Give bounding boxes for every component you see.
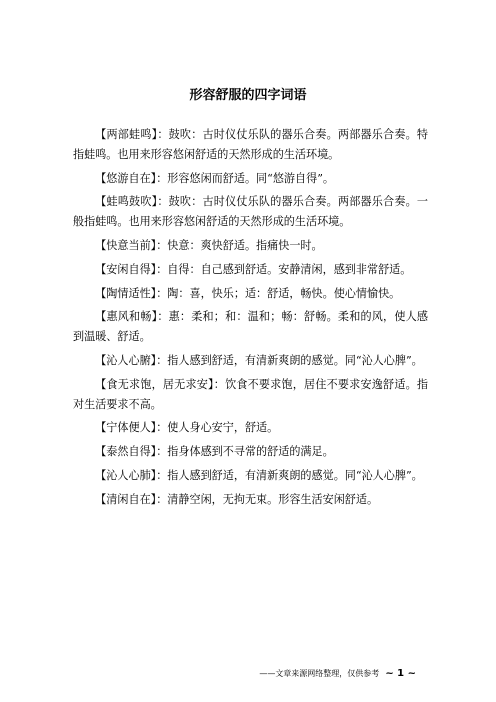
entry-term: 【清闲自在】 [95,492,157,506]
entry-definition: ：指身体感到不寻常的舒适的满足。 [156,445,334,459]
entry-term: 【快意当前】 [95,238,157,252]
entry-definition: ：形容悠闲而舒适。同“悠游自得”。 [156,171,334,185]
entry-term: 【食无求饱，居无求安】 [95,377,214,391]
entry [73,466,428,486]
entry [73,490,428,510]
entry [73,169,428,189]
entry [73,192,428,232]
entry-definition: ：指人感到舒适，有清新爽朗的感觉。同“沁人心脾”。 [156,468,423,482]
entry-definition: ：鼓吹：古时仪仗乐队的器乐合奏。两部器乐合奏。特指蛙鸣。也用来形容悠闲舒适的天然形成的生活环境。 [73,128,428,161]
entry-term: 【沁人心腑】 [95,353,157,367]
entry-list [73,125,428,514]
page-footer [259,668,416,680]
source-note: ——文章来源网络整理，仅供参考 [259,669,380,678]
entry-term: 【泰然自得】 [95,445,157,459]
entry [73,307,428,347]
entry-term: 【两部蛙鸣】 [95,128,158,141]
entry-term: 【惠风和畅】 [95,310,158,324]
entry-definition: ：饮食不要求饱，居住不要求安逸舒适。指对生活要求不高。 [73,377,428,411]
entry-definition: ：清静空闲，无拘无束。形容生活安闲舒适。 [156,492,379,506]
document-title: 形容舒服的四字词语 [189,88,307,103]
entry-definition: ：指人感到舒适，有清新爽朗的感觉。同“沁人心脾”。 [156,353,423,367]
page-number: ~ 1 ~ [385,668,416,679]
entry [73,284,428,304]
entry [73,375,428,415]
entry-term: 【悠游自在】 [95,171,157,185]
entry [73,125,428,165]
entry-definition: ：鼓吹：古时仪仗乐队的器乐合奏。两部器乐合奏。一般指蛙鸣。也用来形容悠闲舒适的天然形成的生活环境。 [73,195,428,229]
entry [73,236,428,256]
entry-definition: ：使人身心安宁，舒适。 [156,421,279,435]
entry [73,260,428,280]
entry [73,418,428,438]
entry-term: 【沁人心肺】 [95,468,157,482]
entry-term: 【安闲自得】 [95,262,157,276]
entry-term: 【蛙鸣鼓吹】 [95,195,158,209]
entry-definition: ：快意：爽快舒适。指痛快一时。 [156,238,323,252]
entry-definition: ：自得：自己感到舒适。安静清闲，感到非常舒适。 [156,262,412,276]
entry-term: 【宁体便人】 [95,421,157,435]
entry [73,442,428,462]
entry-term: 【陶情适性】 [95,286,157,300]
entry [73,351,428,371]
entry-definition: ：惠：柔和；和：温和；畅：舒畅。柔和的风，使人感到温暖、舒适。 [73,310,428,344]
entry-definition: ：陶：喜，快乐；适：舒适，畅快。使心情愉快。 [156,286,401,300]
